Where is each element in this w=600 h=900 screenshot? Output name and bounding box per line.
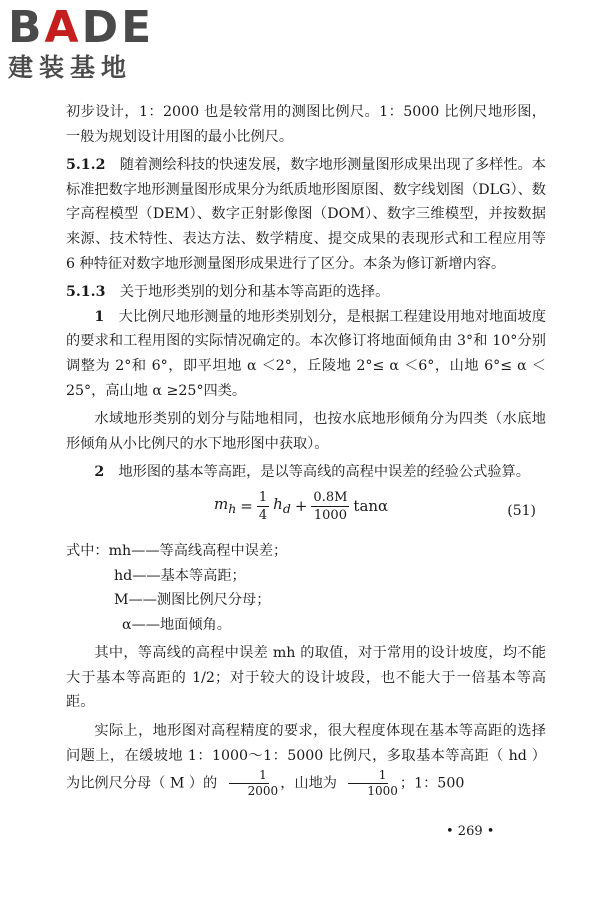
fraction-1-2000: $\frac{1}{2000}$ — [219, 768, 278, 799]
section-number: 5.1.2 — [66, 157, 106, 174]
section-text: 随着测绘科技的快速发展，数字地形测量图形成果出现了多样性。本标准把数字地形测量图形成果分为纸质地形图原图、数字线划图（DLG）、数字高程模型（DEM）、数字正射影像图（DOM）、数字三维模型，并按数据来源、技术特性、表达方法、数学精度、提交成果的表现形式和工程应用等 6 种特征对数字地形测量图形成果进行了区分。本条为修订新增内容。 — [66, 157, 546, 272]
definition-mh: 式中：mh——等高线高程中误差； — [66, 542, 288, 559]
definition-hd: hd——基本等高距； — [114, 567, 246, 584]
formula-definitions — [66, 539, 546, 637]
formula-fraction-2: $\frac{0.8M}{1000}$ — [313, 489, 348, 523]
definition-alpha: α——地面倾角。 — [122, 616, 231, 633]
section-number: 5.1.3 — [66, 284, 106, 301]
definition-m: M——测图比例尺分母； — [114, 592, 271, 609]
bade-logo — [8, 2, 180, 86]
item-number: 2 — [94, 464, 105, 481]
section-5-1-3 — [66, 280, 546, 305]
page-body — [66, 100, 546, 799]
item-text: 大比例尺地形测量的地形类别划分，是根据工程建设用地对地面坡度的要求和工程用图的实际情况确定的。本次修订将地面倾角由 3°和 10°分别调整为 2°和 6°，即平坦地 α ＜2°，丘陵地 2°≤ α ＜6°，山地 6°≤ α ＜25°，高山地 α ≥25°四类。 — [66, 308, 546, 399]
logo-subtitle: 建装基地 — [8, 53, 133, 82]
formula-plus: + — [294, 497, 308, 516]
paragraph-error-limit: 其中，等高线的高程中误差 mh 的取值，对于常用的设计坡度，均不能大于基本等高距的 1/2；对于较大的设计坡段，也不能大于一倍基本等高距。 — [66, 645, 546, 711]
item-2 — [66, 460, 546, 485]
paragraph-contour-choice: 实际上，地形图对高程精度的要求，很大程度体现在基本等高距的选择问题上，在缓坡地 1：1000～1：5000 比例尺，多取基本等高距（ hd ）为比例尺分母（ M ）的 $\frac{1}{2000}$ ，山地为 $\frac{1}{1000}$ ；1：500 — [66, 723, 546, 799]
formula-tail: tanα — [353, 497, 389, 516]
formula-mid: $h_d$ — [273, 494, 291, 516]
item-1 — [66, 305, 546, 403]
section-5-1-2 — [66, 153, 546, 276]
section-text: 关于地形类别的划分和基本等高距的选择。 — [119, 284, 390, 301]
logo-brand-text: BADE — [8, 2, 155, 53]
fraction-1-1000: $\frac{1}{1000}$ — [339, 768, 398, 799]
item-text: 地形图的基本等高距，是以等高线的高程中误差的经验公式验算。 — [118, 464, 530, 481]
formula-number: (51) — [507, 502, 536, 519]
formula-fraction-1: $\frac{1}{4}$ — [258, 489, 268, 523]
formula-expression — [214, 489, 388, 524]
page-number: • 269 • — [446, 824, 495, 839]
paragraph-intro: 初步设计，1：2000 也是较常用的测图比例尺。1：5000 比例尺地形图，一般为规划设计用图的最小比例尺。 — [66, 104, 546, 145]
formula-equals: = — [240, 497, 253, 516]
paragraph-water: 水域地形类别的划分与陆地相同，也按水底地形倾角分为四类（水底地形倾角从小比例尺的水下地形图中获取）。 — [66, 411, 546, 452]
formula-51 — [66, 485, 546, 539]
formula-lhs: $m_h$ — [214, 494, 237, 516]
item-number: 1 — [94, 308, 105, 325]
